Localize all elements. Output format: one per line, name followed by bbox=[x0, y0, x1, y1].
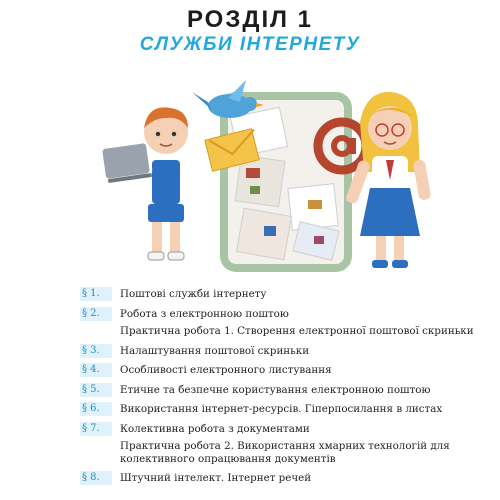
boy-figure bbox=[124, 107, 205, 260]
section-number-badge: § 5. bbox=[80, 383, 112, 397]
toc-section-row[interactable] bbox=[80, 382, 490, 402]
toc-entry-title: Етичне та безпечне користування електронною поштою bbox=[120, 383, 431, 396]
toc-entry-title: Робота з електронною поштою bbox=[120, 307, 289, 320]
toc-entry-title: Використання інтернет-ресурсів. Гіперпосилання в листах bbox=[120, 403, 443, 415]
section-number-badge: § 2. bbox=[80, 307, 112, 321]
section-number-badge: § 4. bbox=[80, 363, 112, 377]
section-number-badge: § 3. bbox=[80, 344, 112, 358]
toc-section-row[interactable] bbox=[80, 343, 490, 363]
toc-practical-row[interactable] bbox=[80, 440, 490, 470]
tablet-screen bbox=[220, 92, 352, 272]
toc-entry-title: Практична робота 1. Створення електронної поштової скриньки bbox=[120, 325, 474, 337]
laptop-icon bbox=[102, 143, 152, 183]
toc-entry-title: Практична робота 2. Використання хмарних технологій для колективного опрацювання документів bbox=[120, 440, 450, 465]
section-number-badge: § 1. bbox=[80, 287, 112, 301]
toc-entry-title: Налаштування поштової скриньки bbox=[120, 344, 310, 357]
chapter-label: РОЗДІЛ 1 bbox=[186, 6, 313, 33]
toc-section-row[interactable] bbox=[80, 421, 490, 441]
toc-practical-row[interactable] bbox=[80, 325, 490, 343]
chapter-illustration bbox=[100, 76, 440, 276]
toc-section-row[interactable] bbox=[80, 362, 490, 382]
section-number-badge: § 8. bbox=[80, 471, 112, 485]
toc-entry-title: Колективна робота з документами bbox=[120, 422, 310, 435]
toc-section-row[interactable] bbox=[80, 401, 490, 421]
toc-entry-title: Поштові служби інтернету bbox=[120, 288, 267, 300]
toc-section-row[interactable] bbox=[80, 470, 490, 490]
toc-entry-title: Штучний інтелект. Інтернет речей bbox=[120, 472, 312, 484]
chapter-title: СЛУЖБИ ІНТЕРНЕТУ bbox=[139, 34, 361, 55]
toc-entry-title: Особливості електронного листування bbox=[120, 364, 332, 376]
section-number-badge: § 6. bbox=[80, 402, 112, 416]
section-number-badge: § 7. bbox=[80, 422, 112, 436]
table-of-contents bbox=[80, 286, 490, 490]
girl-figure bbox=[345, 92, 432, 268]
toc-section-row[interactable] bbox=[80, 286, 490, 306]
toc-section-row[interactable] bbox=[80, 306, 490, 326]
